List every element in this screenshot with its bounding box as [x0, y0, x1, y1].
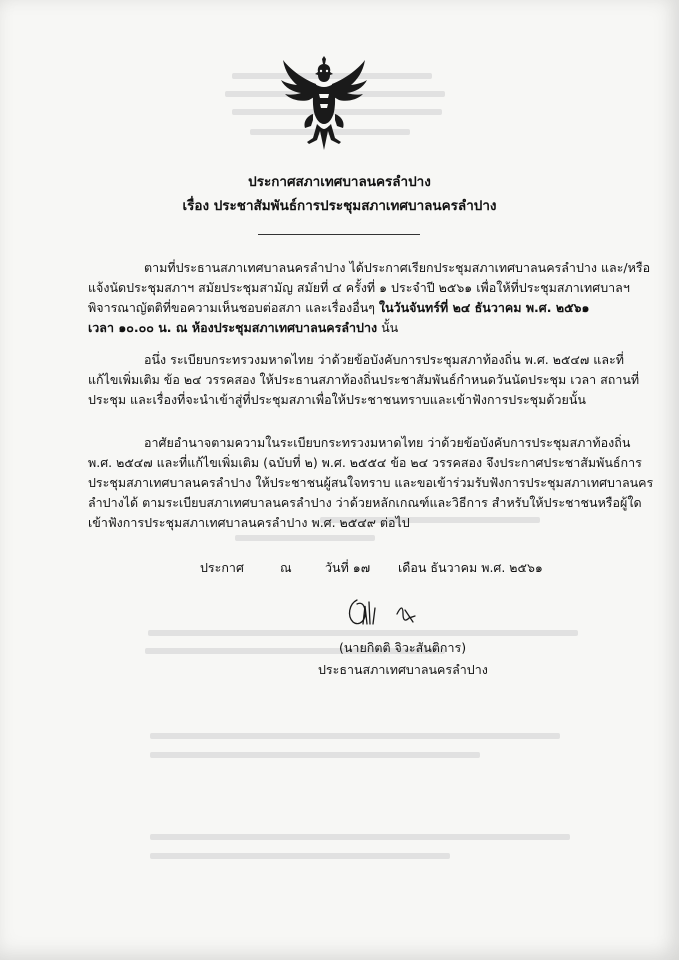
paragraph-line: อาศัยอำนาจตามความในระเบียบกระทรวงมหาดไทย ว่าด้วยข้อบังคับการประชุมสภาท้องถิ่น — [144, 435, 631, 450]
paragraph-line: ประชุม และเรื่องที่จะนำเข้าสู่ที่ประชุมสภาเพื่อให้ประชาชนทราบและเข้าฟังการประชุมด้วยนั้น — [88, 392, 586, 407]
paragraph-text: พิจารณาญัตติที่ขอความเห็นชอบต่อสภา และเรื่องอื่นๆ — [88, 300, 379, 315]
paragraph-line: พ.ศ. ๒๕๔๗ และที่แก้ไขเพิ่มเติม (ฉบับที่ ๒) พ.ศ. ๒๕๕๔ ข้อ ๒๔ วรรคสอง จึงประกาศประชาสัมพันธ์การ — [88, 455, 642, 470]
paragraph-line: ตามที่ประธานสภาเทศบาลนครลำปาง ได้ประกาศเรียกประชุมสภาเทศบาลนครลำปาง และ/หรือ — [144, 260, 651, 275]
paragraph-line — [88, 318, 558, 338]
paragraph-regulation — [88, 350, 640, 410]
paragraph-authority — [88, 433, 654, 533]
announcement-title: ประกาศสภาเทศบาลนครลำปาง — [248, 174, 431, 190]
paragraph-meeting-notice — [88, 258, 651, 338]
paragraph-line: แจ้งนัดประชุมสภาฯ สมัยประชุมสามัญ สมัยที่ ๔ ครั้งที่ ๑ ประจำปี ๒๕๖๑ เพื่อให้ที่ประชุมสภาเทศบาลฯ — [88, 280, 630, 295]
paragraph-line: ลำปางได้ ตามระเบียบสภาเทศบาลนครลำปาง ว่าด้วยหลักเกณฑ์และวิธีการ สำหรับให้ประชาชนหรือผู้ใด — [88, 495, 642, 510]
paragraph-line: เข้าฟังการประชุมสภาเทศบาลนครลำปาง พ.ศ. ๒๕๔๙ ต่อไป — [88, 515, 410, 530]
meeting-date: ในวันจันทร์ที่ ๒๔ ธันวาคม พ.ศ. ๒๕๖๑ — [378, 300, 590, 315]
paragraph-line: อนึ่ง ระเบียบกระทรวงมหาดไทย ว่าด้วยข้อบังคับการประชุมสภาท้องถิ่น พ.ศ. ๒๕๔๗ และที่ — [144, 352, 624, 367]
meeting-time-place: เวลา ๑๐.๐๐ น. ณ ห้องประชุมสภาเทศบาลนครลำปาง — [88, 320, 378, 335]
dateline-at: ณ — [280, 560, 292, 575]
paragraph-line: ประชุมสภาเทศบาลนครลำปาง ให้ประชาชนผู้สนใจทราบ และขอเข้าร่วมรับฟังการประชุมสภาเทศบาลนคร — [88, 475, 654, 490]
signatory-position: ประธานสภาเทศบาลนครลำปาง — [318, 662, 488, 677]
paragraph-line — [88, 298, 590, 318]
dateline-day: วันที่ ๑๗ — [325, 560, 371, 575]
paragraph-line: แก้ไขเพิ่มเติม ข้อ ๒๔ วรรคสอง ให้ประธานสภาท้องถิ่นประชาสัมพันธ์กำหนดวันนัดประชุม เวลา สถานที่ — [88, 372, 640, 387]
handwritten-signature — [343, 594, 423, 630]
signatory-name: (นายกิตติ จิวะสันติการ) — [339, 640, 467, 655]
garuda-emblem-icon — [279, 58, 369, 158]
dateline-month-year: เดือน ธันวาคม พ.ศ. ๒๕๖๑ — [398, 560, 543, 575]
title-underline — [258, 234, 420, 235]
paragraph-text: นั้น — [377, 320, 399, 335]
announcement-subject: เรื่อง ประชาสัมพันธ์การประชุมสภาเทศบาลนครลำปาง — [182, 198, 497, 214]
dateline-announced: ประกาศ — [200, 560, 244, 575]
